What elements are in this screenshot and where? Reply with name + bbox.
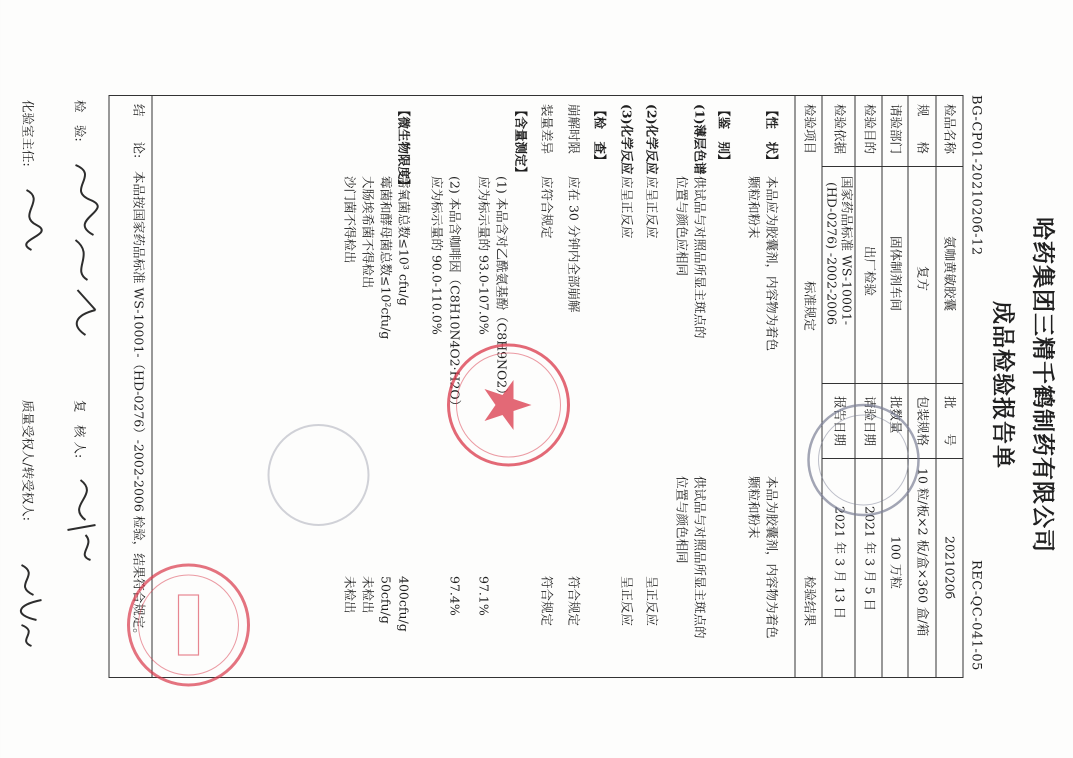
- value-report-date: 2021 年 3 月 13 日: [832, 506, 847, 620]
- row-assay1-res2: 97.1%: [476, 576, 491, 616]
- value-dept: 固体制剂车间: [888, 236, 903, 312]
- row-disintegration-item: 崩解时限: [566, 104, 581, 155]
- label-batch: 批 号: [942, 396, 957, 447]
- row-chem2-item: (3)化学反应: [619, 104, 634, 175]
- row-appearance-std2: 颗粒和粉末: [746, 176, 761, 239]
- reviewer-label: 复 核 人:: [72, 400, 87, 459]
- value-purpose: 出厂检验: [862, 246, 877, 297]
- value-basis-line1: 国家药品标准 WS-10001-: [839, 176, 854, 326]
- row-tests-item: 【检 查】: [592, 104, 607, 167]
- label-qty: 批数量: [888, 396, 903, 434]
- head-standard: 标准规定: [802, 281, 817, 332]
- row-micro1-std1: 需氧菌总数≤10³ cfu/g: [396, 176, 411, 306]
- value-pack: 10 粒/板×2 板/盒×360 盒/箱: [915, 468, 930, 637]
- label-dept: 请验部门: [888, 104, 903, 155]
- row-tlc-std1: 供试品与对照品所显主斑点的: [692, 176, 707, 339]
- row-weight-item: 装量差异: [539, 104, 554, 155]
- value-batch: 2021020б: [942, 536, 957, 600]
- row-assay2-std1: (2) 本品含咖啡因（C8H10N4O2·H2O）: [447, 176, 462, 413]
- head-result: 检验结果: [802, 576, 817, 627]
- row-tlc-std2: 位置与颜色应相同: [674, 176, 689, 277]
- row-micro2-res1: 50cfu/g: [378, 576, 393, 624]
- conclusion-text: 本品按国家药品标准 WS-10001-（HD-0276）-2002-2006 检验，结果符合规定。: [131, 171, 146, 641]
- row-micro4-std1: 沙门菌不得检出: [342, 176, 357, 264]
- value-req-date: 2021 年 3 月 5 日: [862, 506, 877, 612]
- qa-label: 质量受权人/转受权人:: [20, 400, 35, 521]
- value-basis-line2: (HD-0276) -2002-2006: [824, 182, 839, 325]
- report-title: 成品检验报告单: [989, 301, 1016, 469]
- row-appearance-res2: 颗粒和粉末: [746, 476, 761, 539]
- row-tlc-item: (1)薄层色谱: [692, 104, 707, 175]
- row-micro3-res1: 未检出: [360, 576, 375, 614]
- tester-label: 检 验:: [72, 100, 87, 142]
- label-purpose: 检验目的: [862, 104, 877, 155]
- label-pack: 包装规格: [915, 396, 930, 447]
- tester-signature: [59, 160, 105, 340]
- row-assay1-std1: (1) 本品含对乙酰氨基酚（C8H9NO2）: [494, 176, 509, 401]
- value-spec: 复方: [915, 266, 930, 292]
- row-appearance-res1: 本品为胶囊剂，内容物为着色: [764, 476, 779, 639]
- row-assay-item: 【含量测定】: [513, 104, 528, 180]
- row-micro-item: 【微生物限度】: [396, 104, 411, 192]
- head-item: 检验项目: [802, 104, 817, 155]
- label-product: 检品名称: [942, 104, 957, 155]
- row-tlc-res2: 位置与颜色相同: [674, 476, 689, 564]
- row-micro3-std1: 大肠埃希菌不得检出: [360, 176, 375, 289]
- doc-number-left: BG-CP01-2021020б-12: [968, 95, 983, 256]
- row-identification-item: 【鉴 别】: [716, 104, 731, 167]
- conclusion-label: 结 论:: [131, 104, 146, 159]
- qa-signature: [5, 560, 51, 650]
- red-quality-seal: [123, 560, 253, 690]
- label-basis: 检验依据: [832, 104, 847, 155]
- label-spec: 规 格: [915, 104, 930, 155]
- row-disintegration-std1: 应在 30 分钟内全部崩解: [566, 176, 581, 313]
- row-assay1-std2: 应为标示量的 93.0-107.0%: [476, 176, 491, 335]
- value-qty: 100 万粒: [888, 536, 903, 589]
- red-official-seal: [443, 340, 573, 470]
- row-disintegration-res1: 符合规定: [566, 576, 581, 627]
- company-name: 哈药集团三精千鹤制药有限公司: [1029, 217, 1056, 553]
- row-chem2-std1: 应呈正反应: [619, 176, 634, 239]
- row-appearance-std1: 本品应为胶囊剂，内容物为着色: [764, 176, 779, 352]
- row-assay2-std2: 应为标示量的 90.0-110.0%: [429, 176, 444, 335]
- row-chem1-std1: 应呈正反应: [644, 176, 659, 239]
- row-assay2-res2: 97.4%: [447, 576, 462, 616]
- row-micro4-res1: 未检出: [342, 576, 357, 614]
- value-product: 氨咖黄敏胶囊: [942, 236, 957, 312]
- lab-head-label: 化验室主任:: [20, 100, 35, 167]
- row-micro2-std1: 霉菌和酵母菌总数≤10²cfu/g: [378, 176, 393, 340]
- grey-inspection-seal: [803, 400, 923, 520]
- row-weight-std1: 应符合规定: [539, 176, 554, 239]
- row-appearance-item: 【性 状】: [764, 104, 779, 167]
- label-report-date: 报告日期: [832, 396, 847, 447]
- faint-grey-seal: [263, 420, 373, 530]
- row-chem1-res1: 呈正反应: [644, 576, 659, 627]
- row-micro1-res1: 400cfu/g: [396, 576, 411, 632]
- row-tlc-res1: 供试品与对照品所显主斑点的: [692, 476, 707, 639]
- doc-number-right: REC-QC-041-05: [968, 560, 983, 671]
- label-req-date: 请验日期: [862, 396, 877, 447]
- row-chem1-item: (2)化学反应: [644, 104, 659, 175]
- row-weight-res1: 符合规定: [539, 576, 554, 627]
- reviewer-signature: [59, 475, 105, 565]
- lab-head-signature: [5, 185, 51, 255]
- row-chem2-res1: 呈正反应: [619, 576, 634, 627]
